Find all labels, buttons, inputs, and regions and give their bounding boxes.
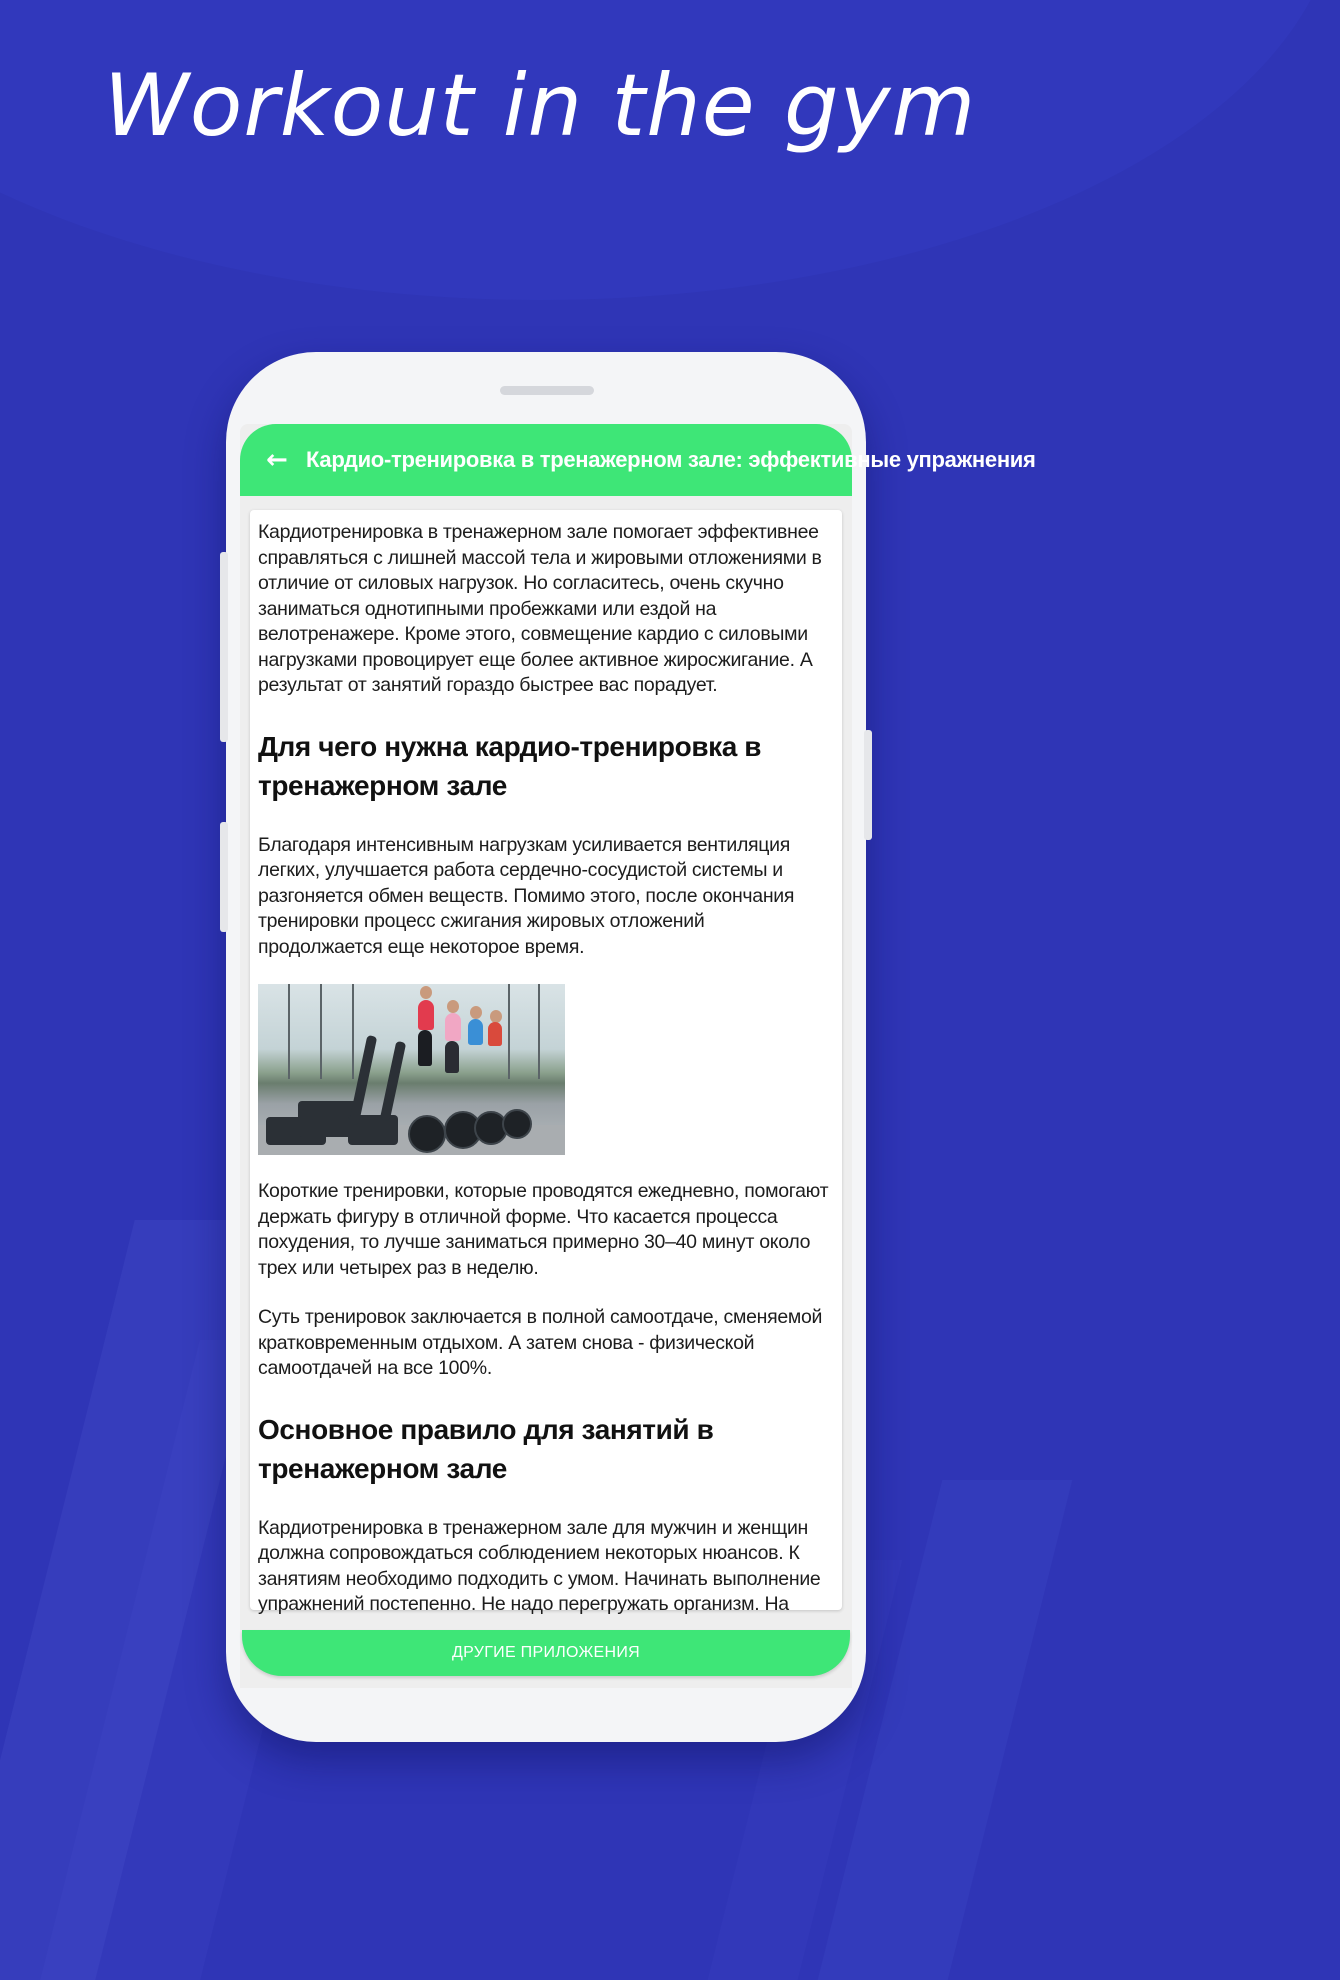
article-heading: Основное правило для занятий в тренажерном зале [258,1413,714,1484]
other-apps-button[interactable]: ДРУГИЕ ПРИЛОЖЕНИЯ [242,1630,850,1676]
arrow-left-icon[interactable]: ← [266,445,288,475]
article-paragraph: Короткие тренировки, которые проводятся ежедневно, помогают держать фигуру в отличной форме. Что касается процесса похудения, то лучше заниматься примерно 30–40 минут около трех или четырех раз в неделю. [258,1180,829,1279]
promo-title: Workout in the gym [103,56,977,156]
phone-mockup [226,352,1036,1742]
gym-photo [258,984,565,1155]
phone-side-button [220,822,228,932]
article-paragraph: Кардиотренировка в тренажерном зале для мужчин и женщин должна сопровождаться соблюдением некоторых нюансов. К занятиям необходимо подходить с умом. Начинать выполнение упражнений постепенно. Не надо перегружать организм. На [258,1516,821,1615]
article-paragraph: Благодаря интенсивным нагрузкам усиливается вентиляция легких, улучшается работа сердечно-сосудистой системы и разгоняется обмен веществ. Помимо этого, после окончания тренировки процесс сжигания жировых отложений продолжается еще некоторое время. [258,833,795,958]
article-heading: Для чего нужна кардио-тренировка в тренажерном зале [258,730,762,801]
article-intro: Кардиотренировка в тренажерном зале помогает эффективнее справляться с лишней массой тела и жировыми отложениями в отличие от силовых нагрузок. Но согласитесь, очень скучно заниматься однотипными пробежками или ездой на велотренажере. Кроме этого, совмещение кардио с силовыми нагрузками провоцирует еще более активное жиросжигание. А результат от занятий гораздо быстрее вас порадует. [258,521,822,696]
app-bar-title: Кардио-тренировка в тренажерном зале: эффективные упражнения [306,447,1036,472]
phone-screen [240,424,1036,1688]
app-bar [240,424,1036,496]
article-content[interactable] [250,510,842,1615]
phone-power-button [864,730,872,840]
phone-volume-button [220,552,228,742]
article-paragraph: Суть тренировок заключается в полной самоотдаче, сменяемой кратковременным отдыхом. А затем снова - физической самоотдачей на все 100%. [258,1306,823,1379]
phone-speaker [500,386,594,395]
